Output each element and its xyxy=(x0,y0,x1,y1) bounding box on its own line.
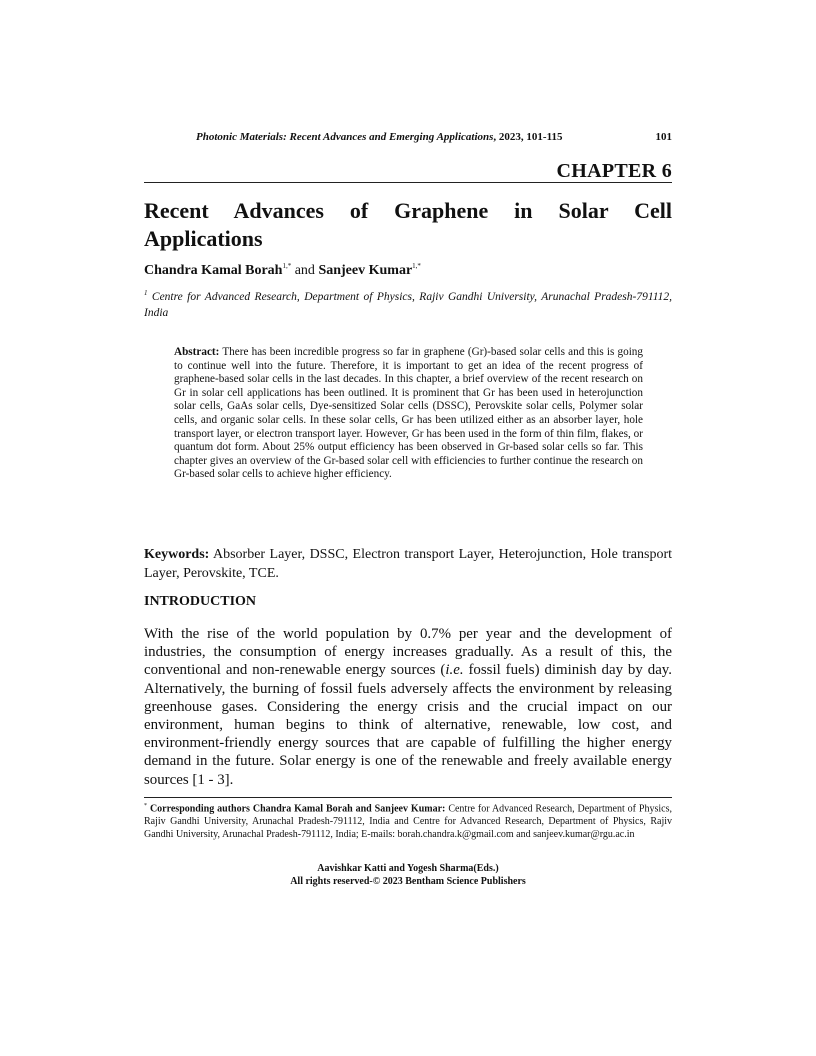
author-name: Chandra Kamal Borah xyxy=(144,263,283,278)
intro-paragraph xyxy=(144,625,672,789)
section-heading: INTRODUCTION xyxy=(144,594,257,609)
footnote-divider xyxy=(144,797,672,798)
intro-text-start: With the rise of the world population by 0.7% per year and the development of industries, the consumption of energy increases gradually. As a result of this, the conventional and non-renewable energy sources ( xyxy=(144,626,672,679)
page-number: 101 xyxy=(655,131,672,143)
running-header xyxy=(196,131,672,143)
chapter-title: Recent Advances of Graphene in Solar Cell Applications xyxy=(144,198,672,251)
page-footer xyxy=(144,862,672,888)
keywords-label: Keywords: xyxy=(144,547,210,562)
intro-text-end: fossil fuels) diminish day by day. Alternatively, the burning of fossil fuels adversely affects the environment by releasing greenhouse gases. Considering the energy crisis and the crucial impact on our environment, human begins to think of alternative, renewable, low cost, and environment-friendly energy sources that are capable of fulfilling the higher energy demand in the future. Solar energy is one of the renewable and freely available energy sources [1 - 3]. xyxy=(144,662,673,788)
author-mark: 1,* xyxy=(282,262,292,270)
book-year-pages: , 2023, 101-115 xyxy=(493,131,563,143)
chapter-label: CHAPTER 6 xyxy=(556,160,672,182)
keywords xyxy=(144,545,672,583)
footnote-label: Corresponding authors Chandra Kamal Borah and Sanjeev Kumar: xyxy=(147,803,446,815)
intro-italic: i.e. xyxy=(445,662,464,679)
abstract xyxy=(174,346,643,482)
affiliation xyxy=(144,285,672,321)
affiliation-text: Centre for Advanced Research, Department of Physics, Rajiv Gandhi University, Arunachal Pradesh-791112, India xyxy=(144,290,672,319)
affiliation-mark: 1 xyxy=(144,289,148,297)
chapter-divider xyxy=(144,182,672,183)
author-line xyxy=(144,262,421,279)
author-name: Sanjeev Kumar xyxy=(318,263,413,278)
footer-editors: Aavishkar Katti and Yogesh Sharma(Eds.) xyxy=(317,863,499,874)
footnote xyxy=(144,800,672,841)
footnote-mark: * xyxy=(144,803,147,809)
abstract-label: Abstract: xyxy=(174,346,220,358)
footer-rights: All rights reserved-© 2023 Bentham Science Publishers xyxy=(290,876,526,887)
author-conjunction: and xyxy=(291,263,319,278)
book-title: Photonic Materials: Recent Advances and Emerging Applications xyxy=(196,131,494,143)
footnote-text: Centre for Advanced Research, Department of Physics, Rajiv Gandhi University, Arunachal Pradesh-791112, India and Centre for Advanced Research, Department of Physics, Rajiv Gandhi University, Arunachal Pradesh-791112, India; E-mails: borah.chandra.k@gmail.com and sanjeev.kumar@rgu.ac.in xyxy=(144,803,672,841)
author-mark: 1,* xyxy=(412,262,421,270)
keywords-text: Absorber Layer, DSSC, Electron transport Layer, Heterojunction, Hole transport Layer, Perovskite, TCE. xyxy=(144,547,672,581)
abstract-text: There has been incredible progress so far in graphene (Gr)-based solar cells and this is going to continue well into the future. Therefore, it is important to get an idea of the recent progress of graphene-based solar cells in the last decades. In this chapter, a brief overview of the recent research on Gr in solar cell applications has been outlined. It is prominent that Gr has been used in heterojunction solar cells, GaAs solar cells, Dye-sensitized Solar cells (DSSC), Perovskite solar cells, Polymer solar cells, and organic solar cells. In these solar cells, Gr has been utilized either as an absorber layer, hole transport layer, or electron transport layer. However, Gr has been used in the form of thin film, flakes, or quantum dot form. About 25% output efficiency has been observed in Gr-based solar cells so far. This chapter gives an overview of the Gr-based solar cell with efficiencies to further continue the research on Gr-based solar cells to achieve higher efficiency. xyxy=(174,346,643,481)
